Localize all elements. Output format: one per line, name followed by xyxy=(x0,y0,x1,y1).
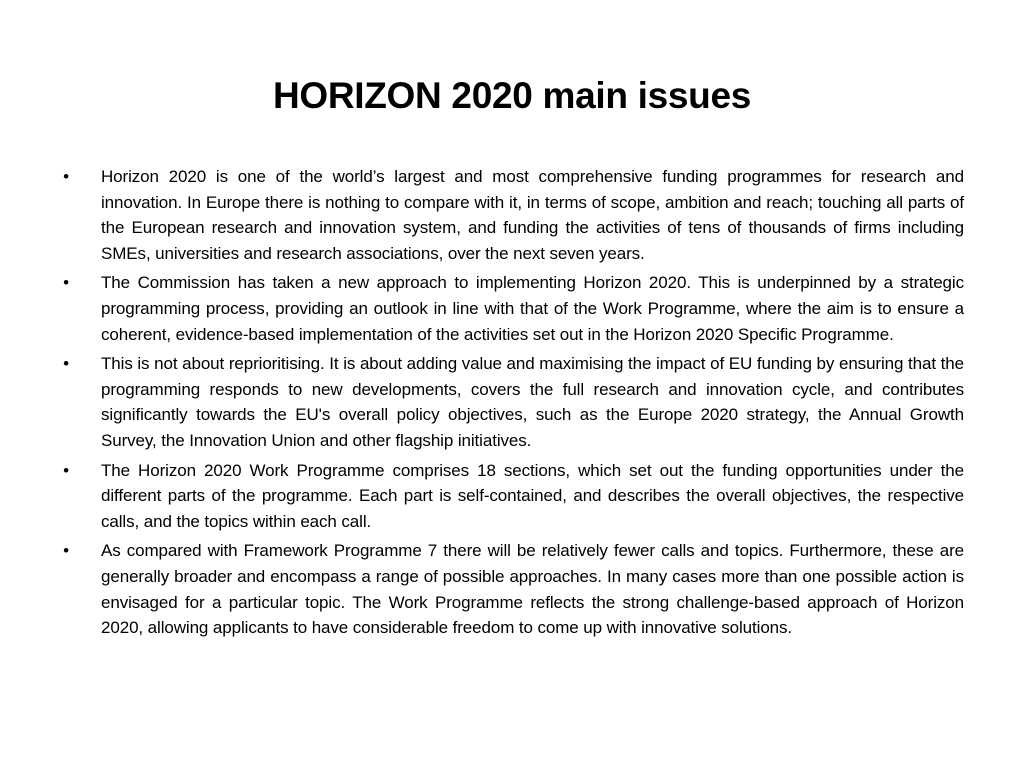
bullet-text: As compared with Framework Programme 7 there will be relatively fewer calls and topics. Furthermore, these are generally broader and encompass a range of possible approaches. In many cases more than one possible action is envisaged for a particular topic. The Work Programme reflects the strong challenge-based approach of Horizon 2020, allowing applicants to have considerable freedom to come up with innovative solutions. xyxy=(101,541,964,638)
bullet-dot-icon: • xyxy=(63,541,69,561)
bullet-list xyxy=(58,164,964,645)
bullet-dot-icon: • xyxy=(63,273,69,293)
bullet-text: This is not about reprioritising. It is about adding value and maximising the impact of EU funding by ensuring that the programming responds to new developments, covers the full research and innovation cycle, and contributes significantly towards the EU's overall policy objectives, such as the Europe 2020 strategy, the Annual Growth Survey, the Innovation Union and other flagship initiatives. xyxy=(101,354,964,450)
bullet-dot-icon: • xyxy=(63,460,69,480)
bullet-item xyxy=(58,164,964,266)
bullet-text: The Horizon 2020 Work Programme comprises 18 sections, which set out the funding opportunities under the different parts of the programme. Each part is self-contained, and describes the overall objectives, the respective calls, and the topics within each call. xyxy=(101,460,964,531)
bullet-item xyxy=(58,538,964,640)
slide-title: HORIZON 2020 main issues xyxy=(272,75,752,116)
bullet-item xyxy=(58,351,964,453)
bullet-item xyxy=(58,270,964,347)
bullet-dot-icon: • xyxy=(63,167,69,186)
bullet-text: Horizon 2020 is one of the world’s largest and most comprehensive funding programmes for research and innovation. In Europe there is nothing to compare with it, in terms of scope, ambition and reach; touching all parts of the European research and innovation system, and funding the activities of tens of thousands of firms including SMEs, universities and research associations, over the next seven years. xyxy=(101,167,964,263)
bullet-dot-icon: • xyxy=(63,354,69,374)
bullet-text: The Commission has taken a new approach to implementing Horizon 2020. This is underpinned by a strategic programming process, providing an outlook in line with that of the Work Programme, where the aim is to ensure a coherent, evidence-based implementation of the activities set out in the Horizon 2020 Specific Programme. xyxy=(101,273,964,344)
bullet-item xyxy=(58,458,964,535)
